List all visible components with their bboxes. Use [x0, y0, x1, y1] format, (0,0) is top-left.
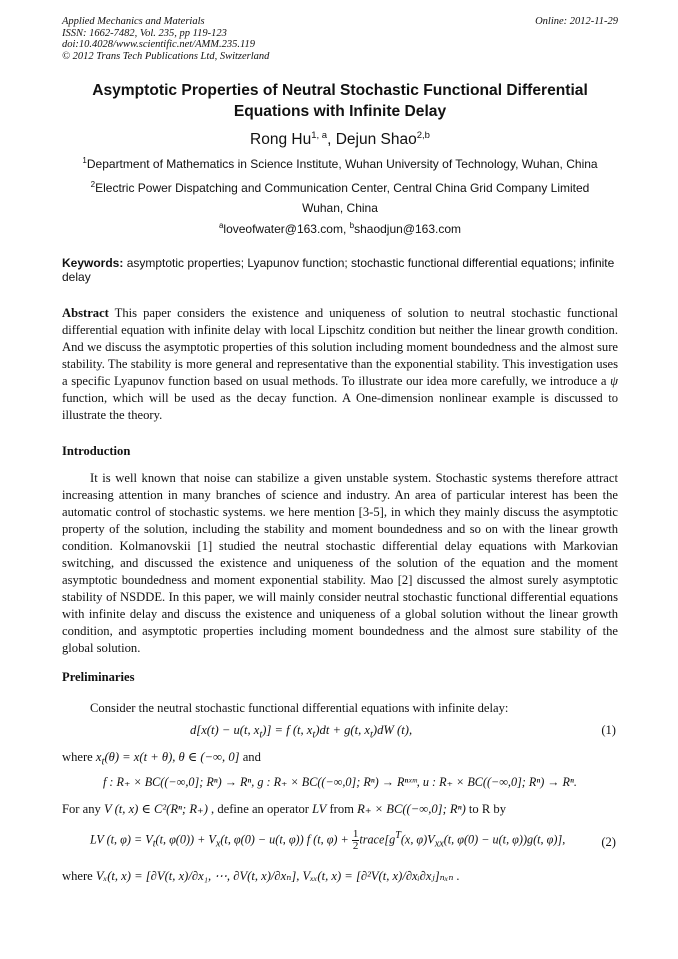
eq1-part-a: d[x(t) − u(t, x	[190, 723, 260, 737]
eq1-part-b: )] = f (t, x	[262, 723, 313, 737]
equation-2: LV (t, $\varphi) = V_t(t$, $\varphi(0)) + V_x(t$, φ(0) − u(t, φ)) f (t, φ) + $\frac{1}{2}$ $trace[g^T(x$, $\varphi)V_{xx}(t$, φ(0) − u(t, φ))g(t, φ)],	[90, 828, 566, 852]
equation-1: d[x(t) − u(t, $x_t)] = f$ (t, $x_t)dt + g(t$, $x_t)dW$ (t),	[190, 723, 413, 741]
where1-text: where	[62, 750, 96, 764]
affiliation-2-text: Electric Power Dispatching and Communication Center, Central China Grid Company Limited	[95, 181, 590, 195]
eq2-frac-num: 1	[352, 828, 359, 840]
introduction-heading: Introduction	[62, 444, 131, 458]
affiliation-2-city: Wuhan, China	[302, 201, 378, 215]
email-b-sup: b	[349, 221, 355, 230]
title-line-1: Asymptotic Properties of Neutral Stochastic Functional Differential	[92, 82, 588, 99]
online-date: Online: 2012-11-29	[535, 16, 618, 27]
abstract-text-2: function, which will be used as the decay function. A One-dimension nonlinear example is discussed to illustrate the theory.	[62, 391, 618, 422]
where1-math-2: (θ) = x(t + θ), θ ∈ (−∞, 0]	[104, 750, 240, 764]
where1-and: and	[239, 750, 261, 764]
affiliation-1	[62, 156, 618, 171]
keywords-text: asymptotic properties; Lyapunov function; stochastic functional differential equations; infinite delay	[62, 256, 615, 284]
preliminaries-intro: Consider the neutral stochastic functional differential equations with infinite delay:	[90, 701, 509, 715]
authors	[62, 130, 618, 149]
eq1-part-c: )dt + g(t, x	[315, 723, 370, 737]
eq1-part-d: )dW (t),	[372, 723, 413, 737]
affiliation-2-sup: 2	[90, 180, 96, 189]
where1-math: x	[95, 750, 102, 764]
preliminaries-heading: Preliminaries	[62, 670, 135, 684]
author-2: Dejun Shao	[335, 131, 417, 149]
where2-math: Vₓ(t, x) = [∂V(t, x)/∂x₁, ⋯, ∂V(t, x)/∂xₙ], Vₓₓ(t, x) = [∂²V(t, x)/∂xᵢ∂xⱼ]ₙₓₙ .	[95, 869, 460, 883]
forany-b: , define an operator	[207, 802, 313, 816]
doi: doi:10.4028/www.scientific.net/AMM.235.119	[62, 39, 255, 51]
forany-d: to R by	[465, 802, 507, 816]
affiliation-1-sup: 1	[82, 156, 87, 165]
eq2-mid: (t, φ(0)) + V	[155, 832, 216, 847]
forany-math-1: V (t, x) ∈ C²(Rⁿ; R₊)	[103, 802, 208, 816]
author-1-affil: 1, a	[311, 130, 328, 141]
forany-c: from	[326, 802, 358, 816]
forany-math-2: LV	[312, 802, 327, 816]
author-1: Rong Hu	[250, 131, 312, 149]
psi-symbol: ψ	[610, 374, 618, 388]
paper-title	[62, 80, 618, 122]
abstract-label: Abstract	[62, 306, 109, 320]
keywords	[62, 256, 618, 284]
mapping-definitions: f : R₊ × BC((−∞,0]; Rⁿ) → Rⁿ, g : R₊ × BC((−∞,0]; Rⁿ) → Rⁿˣᵐ, u : R₊ × BC((−∞,0]; Rⁿ) → Rⁿ.	[103, 775, 577, 789]
author-2-affil: 2,b	[416, 130, 430, 141]
journal-header	[62, 16, 618, 62]
eq2-right: trace[g	[359, 832, 396, 847]
author-separator: ,	[327, 131, 336, 149]
affiliation-1-text: Department of Mathematics in Science Institute, Wuhan University of Technology, Wuhan, China	[86, 157, 598, 171]
journal-name: Applied Mechanics and Materials	[62, 16, 205, 27]
affiliation-2	[62, 180, 618, 195]
eq2-mid-2: (t, φ(0) − u(t, φ)) f (t, φ) +	[220, 832, 352, 847]
where-clause-2	[62, 868, 460, 884]
copyright: © 2012 Trans Tech Publications Ltd, Switzerland	[62, 50, 270, 62]
equation-1-number: (1)	[601, 723, 616, 737]
abstract	[62, 305, 618, 424]
eq2-left: LV (t, φ) = V	[90, 832, 153, 847]
where2-text: where	[62, 869, 96, 883]
title-line-2: Equations with Infinite Delay	[233, 103, 447, 120]
eq2-right-2: (x, φ)V	[400, 832, 435, 847]
email-b: shaodjun@163.com	[354, 222, 462, 236]
forany-math-3: R₊ × BC((−∞,0]; Rⁿ)	[357, 802, 466, 816]
emails	[62, 221, 618, 236]
eq2-right-3: (t, φ(0) − u(t, φ))g(t, φ)],	[443, 832, 566, 847]
abstract-text-1: This paper considers the existence and uniqueness of solution to neutral stochastic functional differential equation with infinite delay with local Lipschitz condition but neither the linear growth condition. And we discuss the asymptotic properties of this solution including moment boundedness and the almost sure stability. The stability is more general and representative than the exponential stability. This investigation uses a specific Lyapunov function based on usual methods. To illustrate our idea more carefully, we introduce a	[62, 306, 618, 388]
introduction-text: It is well known that noise can stabilize a given unstable system. Stochastic systems therefore attract increasing attention in many branches of science and industry. An area of particular interest has been the automatic control of stochastic systems. we here mention [3-5], in which they mainly discuss the asymptotic property of the solution, including the stability and moment boundedness and so on with the linear growth condition. Kolmanovskii [1] studied the neutral stochastic differential delay equations with Markovian switching, and discussed the existence and uniqueness of the solution of the equation and the moment asymptotic boundedness and moment exponential stability. Mao [2] discussed the almost surely asymptotic stability of NSDDE. In this paper, we will mainly consider neutral stochastic functional differential equations with infinite delay and discuss the existence and uniqueness of a global solution without the linear growth condition, and asymptotic properties including moment boundedness and the almost sure stability of the global solution.	[62, 471, 618, 655]
keywords-label: Keywords:	[62, 256, 124, 270]
equation-2-number: (2)	[601, 835, 616, 849]
email-a-sup: a	[218, 221, 224, 230]
email-a: loveofwater@163.com,	[223, 222, 350, 236]
forany-a: For any	[62, 802, 104, 816]
where-clause-1: where $x_t(\theta) = x(t + \theta)$, θ ∈ (−∞, 0] and	[62, 750, 261, 768]
issn: ISSN: 1662-7482, Vol. 235, pp 119-123	[62, 27, 227, 39]
operator-definition	[62, 801, 506, 817]
eq2-frac-den: 2	[352, 840, 359, 852]
